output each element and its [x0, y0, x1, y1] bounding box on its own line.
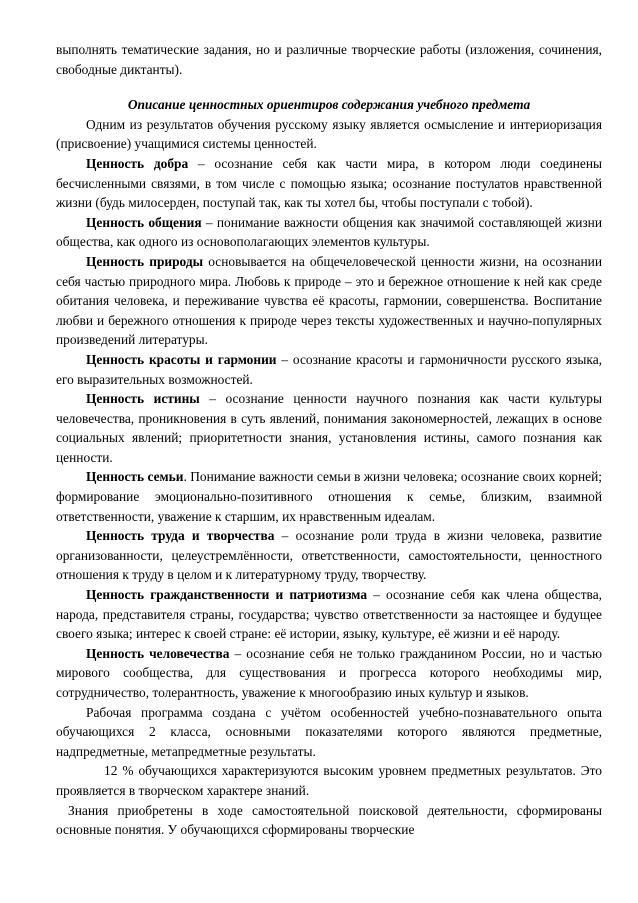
value-text: основывается на общечеловеческой ценности жизни, на осознании себя частью природного мира. Любовь к природе – это и бережное отношение к ней как среде обитания человека, и переживание чувства её красоты, гармонии, совершенства. Воспитание любви и бережного отношения к природе через тексты художественных и научно-популярных произведений литературы.	[56, 253, 602, 348]
value-term: Ценность общения	[86, 214, 202, 230]
value-text: – осознание ценности научного познания как части культуры человечества, проникновения в суть явлений, понимания закономерностей, лежащих в основе социальных явлений; приоритетности знания, установления истины, самого познания как ценности.	[56, 391, 602, 465]
value-term: Ценность истины	[86, 391, 200, 407]
section-title: Описание ценностных ориентиров содержания учебного предмета	[127, 97, 531, 113]
value-text: . Понимание важности семьи в жизни человека; осознание своих корней; формирование эмоционально-позитивного отношения к семье, близким, взаимной ответственности, уважение к старшим, их нравственным идеалам.	[56, 469, 602, 524]
knowledge-paragraph: Знания приобретены в ходе самостоятельной поисковой деятельности, сформированы основные понятия. У обучающихся сформированы творческие	[56, 802, 602, 838]
value-term: Ценность природы	[86, 253, 204, 269]
program-paragraph: Рабочая программа создана с учётом особенностей учебно-познавательного опыта обучающихся 2 класса, основными показателями которого являются предметные, надпредметные, метапредметные результаты.	[56, 704, 602, 759]
value-term: Ценность семьи	[86, 469, 184, 485]
value-term: Ценность добра	[86, 155, 189, 171]
value-paragraph-communication	[56, 213, 602, 252]
value-term: Ценность человечества	[86, 645, 230, 661]
value-text: – понимание важности общения как значимой составляющей жизни общества, как одного из основополагающих элементов культуры.	[56, 214, 603, 250]
value-term: Ценность красоты и гармонии	[86, 351, 277, 367]
value-text: – осознание себя не только гражданином России, но и частью мирового сообщества, для существования и прогресса которого необходимы мир, сотрудничество, толерантность, уважение к многообразию иных культур и языков.	[56, 645, 602, 700]
value-paragraph-truth	[56, 389, 602, 467]
value-paragraph-citizenship	[56, 585, 602, 644]
value-text: – осознание себя как части мира, в котором люди соединены бесчисленными связями, в том числе с помощью языка; осознание постулатов нравственной жизни (будь милосерден, поступай так, как ты хотел бы, чтобы поступали с тобой).	[56, 155, 603, 211]
value-text: – осознание роли труда в жизни человека, развитие организованности, целеустремлённости, ответственности, самостоятельности, ценностного отношения к труду в целом и к литературному труду, творчеству.	[56, 528, 603, 583]
value-paragraph-humanity	[56, 644, 602, 703]
value-paragraph-nature	[56, 252, 602, 350]
value-term: Ценность труда и творчества	[86, 528, 275, 544]
value-paragraph-beauty	[56, 350, 602, 389]
document-page	[56, 40, 602, 840]
value-term: Ценность гражданственности и патриотизма	[86, 587, 368, 603]
value-text: – осознание красоты и гармоничности русского языка, его выразительных возможностей.	[56, 351, 602, 387]
value-paragraph-goodness	[56, 154, 602, 213]
lead-paragraph: Одним из результатов обучения русскому языку является осмысление и интериоризация (присвоение) учащимися системы ценностей.	[56, 116, 602, 152]
value-paragraph-family	[56, 467, 602, 526]
value-paragraph-labor	[56, 526, 602, 585]
value-text: – осознание себя как члена общества, народа, представителя страны, государства; чувство ответственности за настоящее и будущее своего языка; интерес к своей стране: её истории, языку, культуре, её жизни и её народу.	[56, 587, 602, 642]
percent-paragraph: 12 % обучающихся характеризуются высоким уровнем предметных результатов. Это проявляется в творческом характере знаний.	[56, 763, 602, 798]
intro-paragraph: выполнять тематические задания, но и различные творческие работы (изложения, сочинения, свободные диктанты).	[56, 42, 602, 77]
